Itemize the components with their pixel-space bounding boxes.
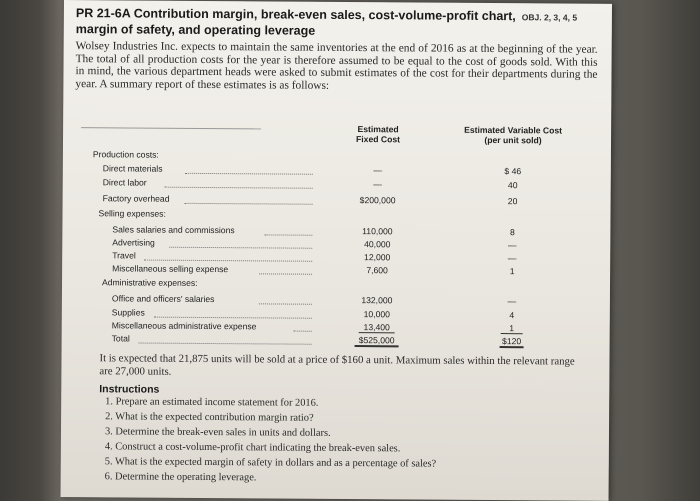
admin-expenses-heading xyxy=(62,277,610,294)
variable-cost-value: 20 xyxy=(507,196,518,207)
leader-dots xyxy=(144,251,312,262)
leader-dots xyxy=(154,308,312,319)
row-label: Supplies xyxy=(111,307,145,318)
row-label: Factory overhead xyxy=(102,193,170,204)
fixed-cost-value: — xyxy=(373,165,383,176)
fixed-cost-header-line2: Fixed Cost xyxy=(356,134,401,145)
variable-cost-value: $120 xyxy=(500,336,524,348)
table-top-rule xyxy=(81,127,261,129)
variable-cost-header xyxy=(443,125,583,146)
variable-cost-value: 40 xyxy=(507,180,518,191)
instruction-item: 4. Construct a cost-volume-profit chart indicating the break-even sales. xyxy=(104,441,401,455)
leader-dots xyxy=(185,164,313,175)
leader-dots xyxy=(139,334,312,345)
variable-cost-value: — xyxy=(507,253,517,264)
leader-dots xyxy=(259,264,312,274)
variable-cost-value: $ 46 xyxy=(504,166,522,177)
fixed-cost-header xyxy=(333,124,423,145)
variable-cost-value: 8 xyxy=(509,227,515,238)
leader-dots xyxy=(259,294,312,304)
row-label: Production costs: xyxy=(92,149,159,160)
textbook-page xyxy=(61,0,612,501)
variable-cost-header-line2: (per unit sold) xyxy=(484,134,542,146)
instructions-title: Instructions xyxy=(99,383,160,396)
intro-text: Wolsey Industries Inc. expects to maintain the same inventories at the end of 2016 as at the beginning of the year. The total of all production costs for the year is therefore assumed to be equal to the cost of goods sold. With this in mind, the various department heads were asked to submit estimates of the cost for their departments during the year. A summary report of these estimates is as follows: xyxy=(75,40,598,92)
fixed-cost-value: $200,000 xyxy=(359,195,396,206)
variable-cost-value: — xyxy=(507,296,517,307)
leader-dots xyxy=(264,225,312,235)
instruction-item: 6. Determine the operating leverage. xyxy=(104,471,257,484)
variable-cost-header-line1: Estimated Variable Cost xyxy=(464,124,563,136)
leader-dots xyxy=(185,194,313,205)
row-label: Administrative expenses: xyxy=(101,277,198,288)
row-total xyxy=(62,333,610,350)
problem-header xyxy=(76,6,596,41)
instruction-item: 1. Prepare an estimated income statement for 2016. xyxy=(105,396,319,409)
problem-subtitle: margin of safety, and operating leverage xyxy=(75,22,316,38)
instruction-item: 3. Determine the break-even sales in units and dollars. xyxy=(104,426,331,439)
leader-dots xyxy=(165,178,313,189)
problem-title: PR 21-6A Contribution margin, break-even sales, cost-volume-profit chart, xyxy=(75,6,516,24)
row-label: Travel xyxy=(112,250,136,261)
fixed-cost-value: 7,600 xyxy=(366,265,388,276)
fixed-cost-value: $525,000 xyxy=(355,335,399,347)
fixed-cost-value: 110,000 xyxy=(362,226,393,237)
row-label: Total xyxy=(111,333,130,344)
row-label: Sales salaries and commissions xyxy=(112,224,235,236)
fixed-cost-value: 13,400 xyxy=(359,322,395,333)
variable-cost-value: — xyxy=(507,240,517,251)
objectives-label: OBJ. 2, 3, 4, 5 xyxy=(521,12,578,23)
row-label: Direct labor xyxy=(102,177,147,188)
row-factory-overhead xyxy=(63,193,611,210)
variable-cost-value: 1 xyxy=(509,266,515,277)
row-label: Office and officers' salaries xyxy=(111,293,215,305)
fixed-cost-value: 10,000 xyxy=(363,309,390,320)
row-label: Selling expenses: xyxy=(98,208,166,219)
intro-paragraph xyxy=(75,40,597,94)
row-label: Miscellaneous administrative expense xyxy=(111,320,257,332)
fixed-cost-value: 40,000 xyxy=(364,239,391,250)
instruction-item: 5. What is the expected margin of safety in dollars and as a percentage of sales? xyxy=(104,456,437,470)
fixed-cost-header-line1: Estimated xyxy=(357,124,399,135)
fixed-cost-value: 12,000 xyxy=(364,252,391,263)
fixed-cost-value: — xyxy=(373,179,383,190)
fixed-cost-value: 132,000 xyxy=(361,295,393,306)
row-label: Direct materials xyxy=(102,163,163,174)
row-label: Miscellaneous selling expense xyxy=(112,263,229,275)
selling-expenses-heading xyxy=(62,208,610,225)
sales-note: It is expected that 21,875 units will be sold at a price of $160 a unit. Maximum sales within the relevant range are 27,000 units. xyxy=(99,352,575,378)
variable-cost-value: 1 xyxy=(501,323,523,334)
leader-dots xyxy=(169,238,312,249)
instruction-item: 2. What is the expected contribution margin ratio? xyxy=(105,411,314,424)
leader-dots xyxy=(294,322,312,332)
variable-cost-value: 4 xyxy=(509,310,515,321)
row-label: Advertising xyxy=(112,237,155,248)
row-direct-labor xyxy=(63,177,611,194)
